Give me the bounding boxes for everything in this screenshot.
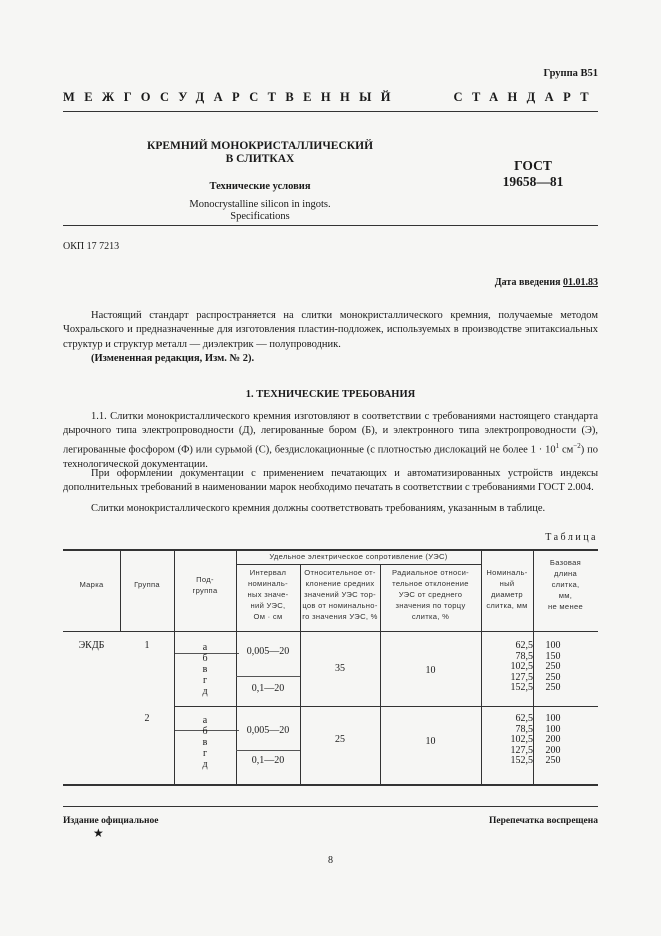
reprint-prohibited: Перепечатка воспрещена [488, 816, 598, 826]
intro-date [495, 277, 598, 288]
document-title [140, 140, 380, 166]
standard-banner [63, 90, 598, 105]
section-title: 1. ТЕХНИЧЕСКИЕ ТРЕБОВАНИЯ [245, 389, 416, 400]
header-length: Базовая длина слитка, мм, не менее [547, 558, 583, 611]
document-subtitle: Технические условия [209, 181, 311, 192]
page-number: 8 [328, 855, 333, 866]
scope-paragraph: Настоящий стандарт распространяется на слитки монокристаллического кремния, получаемые методом Чохральского и предназначенные для изготовления пластин-подложек, используемых в производстве эпитаксиальных структур и структур металл — диэлектрик — полупроводник. [63, 310, 598, 350]
group-code: Группа В51 [543, 68, 598, 79]
header-ues: Удельное электрическое сопротивление (УЭС) [269, 552, 448, 561]
header-marka: Марка [79, 580, 104, 589]
header-rule [63, 111, 598, 112]
cell-group-1: 1 [144, 640, 150, 651]
clause-1-1: 1.1. Слитки монокристаллического кремния изготовляют в соответствии с требованиями настоящего стандарта дырочного типа электропроводности (Д), легированные бором (Б), и электронного типа электропроводности (Э), легированные фосфором (Ф) или сурьмой (С), бездислокационные (с плотностью дислокаций не более $1 \cdot 10^1$ $см^{-2}$) по технологической документации. [63, 411, 598, 470]
cell-diameters-2: 62,5 78,5 102,5 127,5 152,5 [510, 713, 533, 766]
cell-diameters-1: 62,5 78,5 102,5 127,5 152,5 [510, 640, 533, 693]
okp-code: ОКП 17 7213 [63, 241, 120, 252]
intro-date-label: Дата введения [494, 277, 561, 288]
edition-note: (Измененная редакция, Изм. № 2). [91, 353, 255, 364]
english-title [140, 199, 380, 223]
cell-interval-2b: 0,1—20 [251, 755, 285, 766]
title-line-1: КРЕМНИЙ МОНОКРИСТАЛЛИЧЕСКИЙ [146, 140, 374, 152]
gost-code: 19658—81 [502, 174, 564, 189]
cell-rel-dev-2: 25 [335, 734, 345, 745]
cell-group-2: 2 [144, 713, 150, 724]
intro-date-value: 01.01.83 [563, 277, 598, 288]
official-edition: Издание официальное [63, 816, 159, 826]
header-diameter: Номиналь- ный диаметр слитка, мм [486, 568, 528, 610]
english-title-line-1: Monocrystalline silicon in ingots. [189, 199, 331, 210]
header-interval: Интервал номиналь- ных значе- ний УЭС, Ом · см [247, 568, 289, 621]
cell-interval-2a: 0,005—20 [246, 725, 290, 736]
gost-label: ГОСТ [514, 158, 552, 173]
english-title-line-2: Specifications [230, 211, 290, 222]
cell-subgroups-1: а б в г д [202, 642, 208, 697]
title-rule [63, 225, 598, 226]
table-reference-paragraph: Слитки монокристаллического кремния должны соответствовать требованиям, указанным в таблице. [91, 503, 546, 514]
star-icon: ★ [93, 826, 104, 840]
cell-interval-1a: 0,005—20 [246, 646, 290, 657]
banner-standard: СТАНДАРТ [453, 90, 598, 104]
header-radial-deviation: Радиальное относи- тельное отклонение УЭС от среднего значения по торцу слитка, % [392, 568, 469, 621]
banner-interstate: МЕЖГОСУДАРСТВЕННЫЙ [63, 90, 400, 104]
requirements-table [63, 549, 598, 785]
cell-lengths-2: 100 100 200 200 250 [545, 713, 561, 766]
cell-rad-dev-2: 10 [425, 736, 436, 747]
cell-subgroups-2: а б в г д [202, 715, 208, 770]
footer-rule [63, 806, 598, 807]
cell-marka: ЭКДБ [78, 640, 105, 651]
header-subgroup: Под- группа [192, 575, 218, 595]
cell-rel-dev-1: 35 [335, 663, 345, 674]
header-relative-deviation: Относительное от- клонение средних значений УЭС тор- цов от номинально- го значения УЭС, % [302, 568, 378, 621]
gost-number [478, 158, 588, 190]
title-line-2: В СЛИТКАХ [225, 153, 295, 165]
cell-interval-1b: 0,1—20 [251, 683, 285, 694]
header-group: Группа [134, 580, 160, 589]
table-label: Таблица [545, 532, 598, 543]
documentation-paragraph: При оформлении документации с применением печатающих и автоматизированных устройств индексы дополнительных требований в наименовании марок необходимо печатать в соответствии с требованиями ГОСТ 2.004. [63, 468, 598, 494]
cell-lengths-1: 100 150 250 250 250 [545, 640, 561, 693]
cell-rad-dev-1: 10 [425, 665, 436, 676]
